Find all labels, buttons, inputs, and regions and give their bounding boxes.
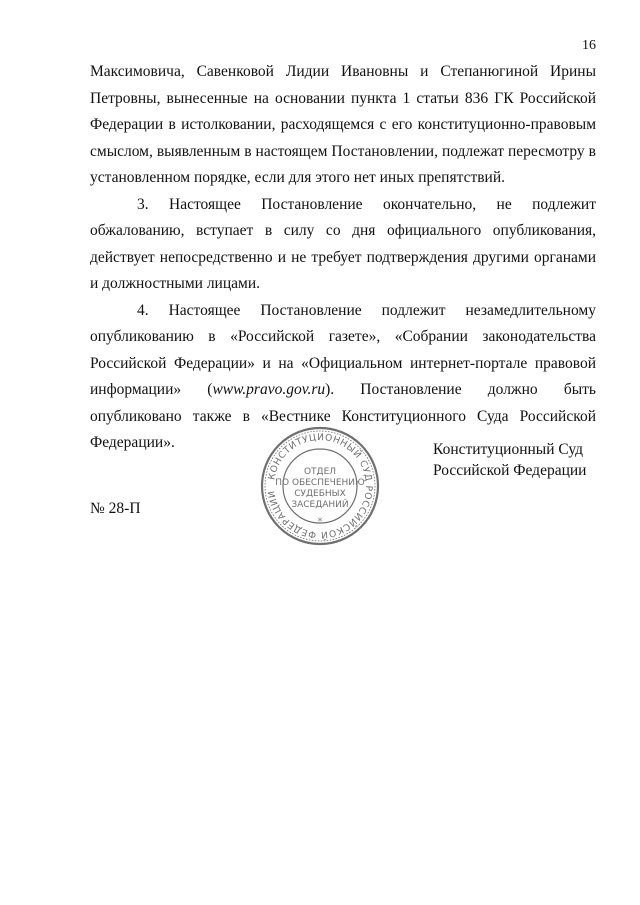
paragraph-continuation: Максимовича, Савенковой Лидии Ивановны и Степанюгиной Ирины Петровны, вынесенные на основании пункта 1 статьи 836 ГК Российской Федерации в истолковании, расходящемся с его конституционно-правовым смыслом, выявленным в настоящем Постановлении, подлежат пересмотру в установленном порядке, если для этого нет иных препятствий.: [90, 63, 596, 186]
paragraph-3: 3. Настоящее Постановление окончательно, не подлежит обжалованию, вступает в силу со дня официального опубликования, действует непосредственно и не требует подтверждения другими органами и должностными лицами.: [90, 195, 596, 292]
signature-block: [433, 439, 586, 481]
stamp-center-line-4: ЗАСЕДАНИЙ: [291, 500, 349, 510]
page-number: 16: [582, 38, 596, 53]
stamp-center-line-1: ОТДЕЛ: [303, 467, 337, 477]
document-number: № 28-П: [90, 500, 141, 517]
document-body: [90, 59, 596, 457]
signature-line-2: Российской Федерации: [433, 462, 587, 479]
official-stamp: [258, 424, 382, 548]
stamp-center-line-2: ПО ОБЕСПЕЧЕНИЮ: [275, 478, 365, 488]
paragraph-4-text-before: 4. Настоящее Постановление подлежит незамедлительному опубликованию в «Российской газете», «Собрании законодательства Российской Федерации» и на «Официальном интернет-портале правовой информации» (: [90, 301, 596, 398]
signature-line-1: Конституционный Суд: [433, 441, 584, 458]
publication-link[interactable]: www.pravo.gov.ru: [212, 381, 326, 398]
paragraph-4-text-after: ). Постановление должно быть опубликовано также в «Вестнике Конституционного Суда Российской Федерации».: [90, 381, 596, 451]
stamp-center-line-3: СУДЕБНЫХ: [294, 489, 346, 499]
stamp-star-icon: *: [317, 517, 323, 527]
stamp-ring-text: КОНСТИТУЦИОННЫЙ СУД РОССИЙСКОЙ ФЕДЕРАЦИИ: [266, 431, 375, 541]
